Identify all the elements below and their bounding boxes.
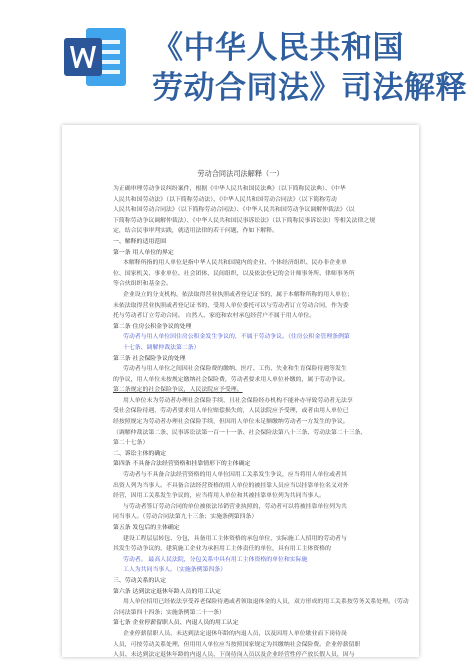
section-heading: 三、劳动关系的认定	[113, 577, 167, 584]
body-line: 企业设立的分支机构，依法取得营业执照或者登记证书的，属于本解释所称的用人单位；	[123, 291, 353, 298]
body-line: 出资人列为当事人。不具备合法经营资格的用人单位的被挂靠人员应当以挂靠单位名义对外	[113, 482, 349, 489]
document-title: 劳动合同法司法解释（一）	[197, 169, 284, 178]
section-heading: 第三条 社会保险争议的处理	[113, 355, 186, 362]
body-line: 劳动者与不具备合法经营资格的用人单位因用工关系发生争议，应当将用人单位或者其	[123, 472, 347, 479]
section-heading: 二、诉讼主体的确定	[113, 450, 167, 457]
body-line: 人员，可按劳动关系处理，但用用人单位应当按照国家规定为其缴纳社会保险费。企业停薪留职	[113, 641, 361, 648]
body-line: 十七条、调解仲裁法第二条）	[123, 344, 200, 351]
body-line: 人民共和国劳动法》（以下简称劳动法）、《中华人民共和国劳动合同法》（以下简称劳动	[113, 196, 337, 203]
header-banner	[0, 0, 474, 112]
body-line: 为正确审理劳动争议纠纷案件，根据《中华人民共和国民法典》（以下简称民法典）、《中华	[113, 186, 346, 192]
body-line: 托与劳动者订立劳动合同。 自然人、家庭和农村承包经营户不属于用人单位。	[113, 313, 316, 320]
body-line: 建设工程层层转包、分包，具备用工主体资格的承包单位，实际施工人招用的劳动者与	[123, 535, 347, 542]
body-line: 企业停薪留职人员、未达到法定退休年龄的内退人员，以及因用人单位歇业而下岗待岗	[123, 630, 347, 637]
body-line: 劳动者与用人单位之间因社会保险费的缴纳、医疗、工伤、失业和生育保险待遇等发生	[123, 366, 347, 373]
section-heading: 第一条 用人单位的界定	[113, 249, 174, 256]
section-heading: 第六条 达到法定退休年龄人员的用工认定	[113, 588, 221, 595]
body-line: 经按照规定为劳动者办理社会保险手续，但因用人单位未足额缴纳劳动者一方发生的争议。	[113, 419, 349, 426]
body-line: 第二十七条）	[113, 440, 149, 447]
body-line: 用人单位招用已经依法享受养老保险待遇或者领取退休金的人员，双方形成的用工关系按劳务关系处理。（劳动	[123, 599, 409, 606]
body-line: 其发生劳动争议的，建筑施工企业为承担用工主体责任的单位，具有用工主体资格的	[113, 546, 331, 553]
body-line: （调解仲裁法第二条、民事诉讼法第一百一十一条、社会保险法第八十三条、劳动法第二十三条、	[113, 429, 367, 436]
body-line: 劳动者与用人单位因住房公积金发生争议的，不属于劳动争议。（住房公积金管理条例第	[123, 334, 350, 341]
body-line: 本解释所指的用人单位是指中华人民共和国境内的企业、个体经济组织、民办非企业单	[123, 260, 347, 267]
body-line: 未依法取得营业执照或者登记证书的，受用人单位委托可以与劳动者订立劳动合同，作为委	[113, 302, 349, 309]
body-line: 合同法第四十四条；实施条例第二十一条）	[113, 609, 225, 616]
body-line: 人员、未达到法定退休年龄的内退人员、下岗待岗人员以及企业经营性停产放长假人员，因与	[113, 652, 355, 659]
body-line: 等合伙组织和基金会。	[113, 281, 172, 288]
body-line: 劳动者。 最高人民法院，分包关系中具有用工主体资格的单位和实际施	[123, 556, 308, 563]
body-line: 下简称劳动争议调解仲裁法）、《中华人民共和国民事诉讼法》（以下简称民事诉讼法）等相关法律之规	[113, 217, 376, 224]
body-line: 工人为共同当事人。（实施条例第四条）	[123, 567, 227, 574]
document-body	[113, 184, 409, 661]
section-heading: 第五条 发包后的主体确定	[113, 525, 180, 531]
body-line: 同当事人。（劳动合同法第九十三条；实施条例第四条）	[113, 514, 258, 521]
word-icon	[62, 22, 128, 92]
page-title-line-1: 《中华人民共和国	[152, 30, 404, 66]
body-line: 位、国家机关、事业单位、社会团体、民间组织，以及依法登记的会计师事务所、律师事务所	[113, 270, 355, 277]
document-page	[62, 125, 419, 657]
page-title-line-2: 劳动合同法》司法解释	[152, 70, 467, 106]
body-line: 的争议，用人单位未按规定缴纳社会保险费，劳动者要求用人单位补缴的，属于劳动争议。	[113, 376, 349, 383]
body-line: 与劳动者签订劳动合同的单位被依法吊销营业执照的，劳动者可以将被挂靠单位列为共	[123, 503, 347, 510]
section-heading: 第七条 企业停薪留职人员、内退人员的用工认定	[113, 620, 239, 627]
body-line: 定，结合民事审判实践，就适用法律的若干问题，作如下解释。	[113, 228, 278, 235]
body-line: 用人单位未为劳动者办理社会保险手续，且社会保险经办机构不能补办导致劳动者无法享	[123, 397, 353, 404]
body-line: 第二条规定的社会保险争议，人民法院应予受理。	[113, 387, 243, 394]
body-line: 人民共和国劳动合同法》（以下简称劳动合同法）、《中华人民共和国劳动争议调解仲裁法》（以	[113, 207, 355, 214]
section-heading: 第二条 住房公积金争议的处理	[113, 323, 192, 330]
body-line: 受社会保险待遇，劳动者要求用人单位赔偿损失的，人民法院应予受理，或者由用人单位已	[113, 408, 349, 415]
body-line: 经营，因用工关系发生争议的，应当将用人单位和其被挂靠单位列为共同当事人。	[113, 493, 326, 500]
section-heading: 第四条 不具备合法经营资格和挂靠情形下的主体确定	[113, 461, 251, 468]
section-heading: 一、解释的适用范围	[113, 238, 167, 245]
